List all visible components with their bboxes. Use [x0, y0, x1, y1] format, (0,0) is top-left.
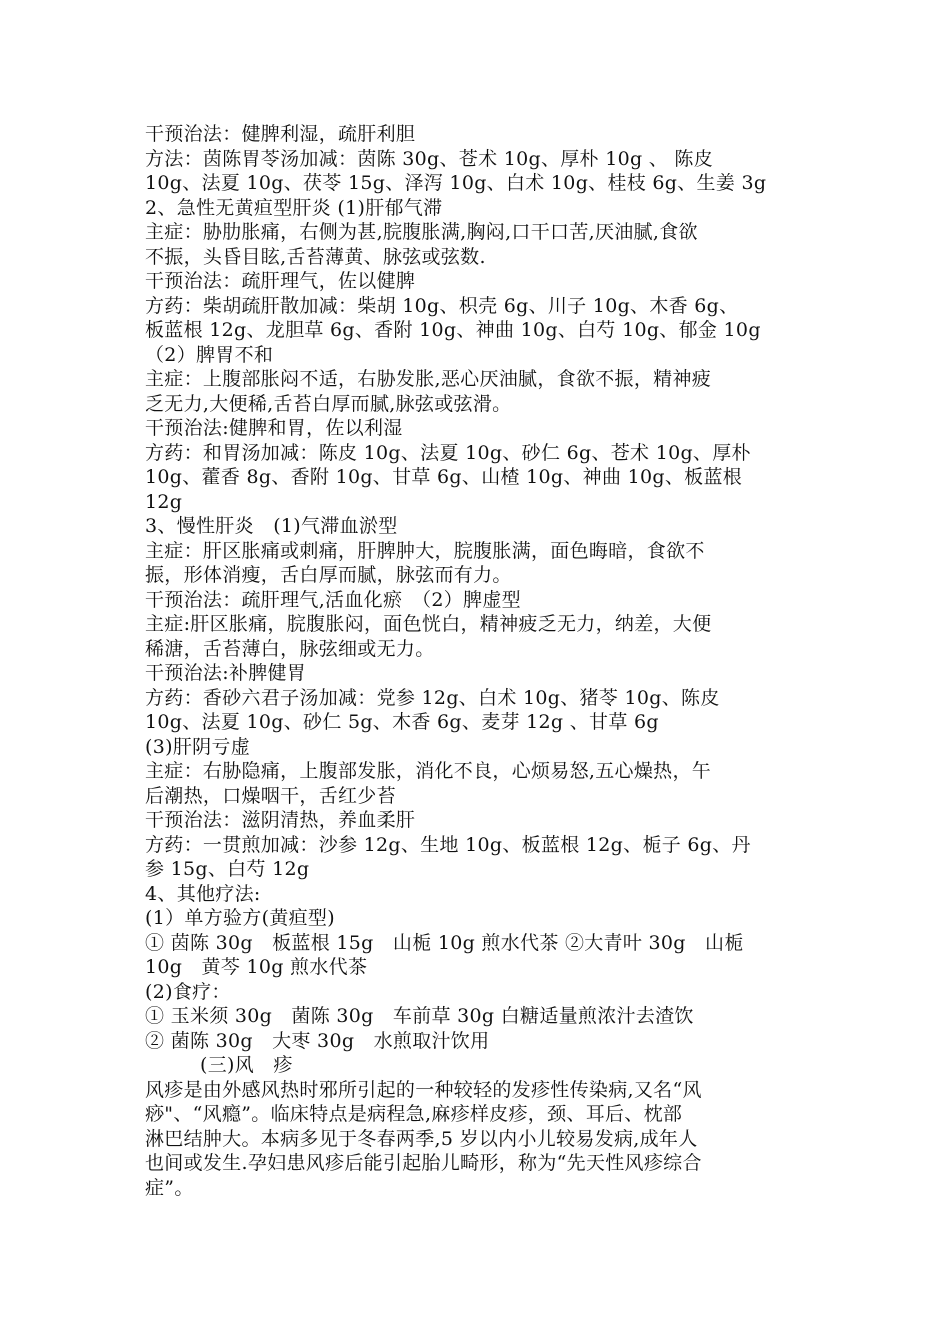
text-line: 10g、法夏 10g、砂仁 5g、木香 6g、麦芽 12g 、甘草 6g — [145, 711, 659, 733]
text-line: 干预治法:补脾健胃 — [145, 662, 307, 684]
text-line: 方药：柴胡疏肝散加减：柴胡 10g、枳壳 6g、川子 10g、木香 6g、 — [145, 294, 739, 317]
text-line: 方药：和胃汤加减：陈皮 10g、法夏 10g、砂仁 6g、苍术 10g、厚朴 — [145, 441, 751, 464]
text-line: （2）脾胃不和 — [145, 343, 274, 366]
text-line: (1）单方验方(黄疸型) — [145, 907, 335, 929]
text-line: 风疹是由外感风热时邪所引起的一种较轻的发疹性传染病,又名“风 — [145, 1078, 702, 1101]
text-line: 干预治法:健脾和胃，佐以利湿 — [145, 417, 403, 439]
text-line: 稀溏，舌苔薄白，脉弦细或无力。 — [145, 637, 435, 660]
text-line: 乏无力,大便稀,舌苔白厚而腻,脉弦或弦滑。 — [145, 392, 512, 415]
text-line: ① 茵陈 30g 板蓝根 15g 山栀 10g 煎水代茶 ②大青叶 30g 山栀 — [145, 931, 744, 954]
text-line: 3、慢性肝炎 (1)气滞血淤型 — [145, 515, 398, 537]
text-line: 痧"、“风瘾”。临床特点是病程急,麻疹样皮疹，颈、耳后、枕部 — [145, 1103, 683, 1125]
text-line: 主症：胁肋胀痛，右侧为甚,脘腹胀满,胸闷,口干口苦,厌油腻,食欲 — [145, 221, 698, 243]
text-line: 主症：上腹部胀闷不适，右胁发胀,恶心厌油腻，食欲不振，精神疲 — [145, 368, 712, 390]
text-line: 干预治法：健脾利湿，疏肝利胆 — [145, 123, 416, 145]
text-line: 振，形体消瘦，舌白厚而腻，脉弦而有力。 — [145, 564, 512, 586]
text-line: 10g、法夏 10g、茯苓 15g、泽泻 10g、白术 10g、桂枝 6g、生姜 3g — [145, 172, 767, 194]
text-line: 10g、藿香 8g、香附 10g、甘草 6g、山楂 10g、神曲 10g、板蓝根 — [145, 466, 743, 488]
text-line: 方药：一贯煎加减：沙参 12g、生地 10g、板蓝根 12g、栀子 6g、丹 — [145, 833, 751, 856]
text-line: 方药：香砂六君子汤加减：党参 12g、白术 10g、猪苓 10g、陈皮 — [145, 686, 720, 709]
text-line: 2、急性无黄疸型肝炎 (1)肝郁气滞 — [145, 196, 443, 219]
text-line: (3)肝阴亏虚 — [145, 735, 251, 758]
text-line: 方法：茵陈胃苓汤加减：茵陈 30g、苍术 10g、厚朴 10g 、 陈皮 — [145, 147, 714, 170]
text-line: 板蓝根 12g、龙胆草 6g、香附 10g、神曲 10g、白芍 10g、郁金 10g — [145, 319, 761, 341]
text-line: 4、其他疗法: — [145, 882, 261, 905]
text-line: 主症:肝区胀痛，脘腹胀闷，面色恍白，精神疲乏无力，纳差，大便 — [145, 613, 712, 635]
text-line: 参 15g、白芍 12g — [145, 858, 310, 880]
text-line: 主症：肝区胀痛或刺痛，肝脾肿大，脘腹胀满，面色晦暗，食欲不 — [145, 539, 705, 562]
text-line: 10g 黄芩 10g 煎水代茶 — [145, 956, 368, 978]
document-body — [145, 122, 810, 1200]
text-line: (2)食疗： — [145, 980, 231, 1003]
text-line: 干预治法：疏肝理气,活血化瘀 （2）脾虚型 — [145, 588, 521, 611]
text-line: 不振，头昏目眩,舌苔薄黄、脉弦或弦数. — [145, 245, 486, 268]
text-line: 淋巴结肿大。本病多见于冬春两季,5 岁以内小儿较易发病,成年人 — [145, 1127, 698, 1150]
text-line: 主症：右胁隐痛，上腹部发胀，消化不良，心烦易怒,五心燥热，午 — [145, 760, 712, 782]
text-line: 12g — [145, 490, 183, 513]
section-heading: (三)风 疹 — [200, 1054, 293, 1076]
text-line: ① 玉米须 30g 菌陈 30g 车前草 30g 白糖适量煎浓汁去渣饮 — [145, 1005, 694, 1027]
text-line: 干预治法：疏肝理气，佐以健脾 — [145, 270, 416, 292]
text-line: ② 菌陈 30g 大枣 30g 水煎取汁饮用 — [145, 1029, 490, 1052]
text-line: 后潮热，口燥咽干，舌红少苔 — [145, 784, 396, 807]
text-line: 干预治法：滋阴清热，养血柔肝 — [145, 809, 416, 831]
text-line: 也间或发生.孕妇患风疹后能引起胎儿畸形，称为“先天性风疹综合 — [145, 1152, 702, 1174]
text-line: 症”。 — [145, 1176, 194, 1199]
